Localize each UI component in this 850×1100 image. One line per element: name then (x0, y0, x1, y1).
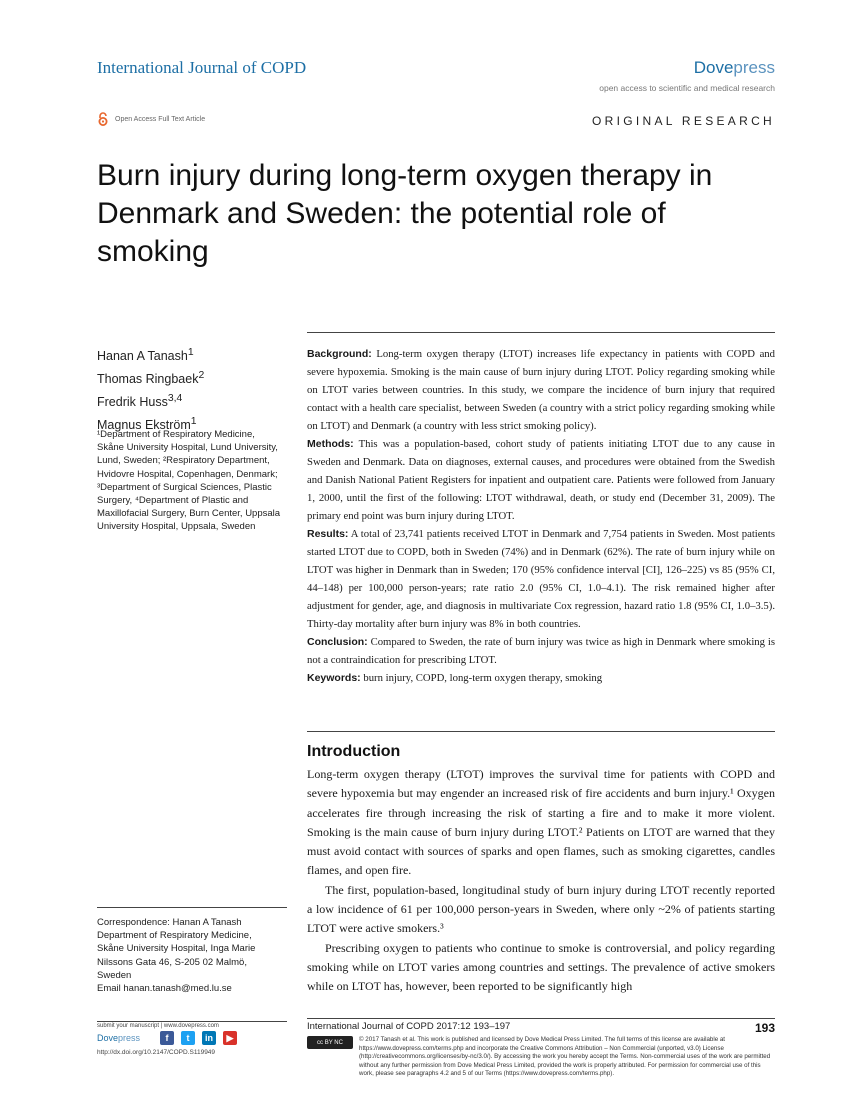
open-access-badge (97, 112, 205, 126)
article-title: Burn injury during long-term oxygen therapy in Denmark and Sweden: the potential role of smoking (97, 159, 713, 269)
section-heading: Introduction (307, 743, 401, 760)
publisher-logo-main: Dove (693, 58, 734, 77)
introduction-body (307, 765, 775, 997)
youtube-icon[interactable]: ▶ (223, 1031, 237, 1045)
correspondence-line: Skåne University Hospital, Inga Marie (97, 943, 256, 955)
publisher-logo[interactable] (694, 58, 775, 78)
abstract-label: Background: (307, 348, 372, 360)
author[interactable]: Magnus Ekström$^1$ (97, 416, 197, 433)
publisher-tagline: open access to scientific and medical research (599, 83, 775, 93)
abstract (307, 345, 775, 687)
divider (307, 1018, 775, 1019)
abstract-label: Methods: (307, 438, 354, 450)
abstract-keywords: Keywords: burn injury, COPD, long-term oxygen therapy, smoking (307, 672, 603, 684)
publisher-logo-press: press (733, 58, 775, 77)
abstract-label: Results: (307, 528, 349, 540)
correspondence-line: Sweden (97, 969, 132, 981)
paragraph: Long-term oxygen therapy (LTOT) improves the survival time for patients with COPD and severe hypoxemia but may engender an increased risk of fire accidents and burn injury.¹ Oxygen accelerates fire through increasing the risk of starting a fire and to make it more violent. Smoking is the main cause of burn injury during LTOT.² Patients on LTOT are warned that they must avoid contact with sources of sparks and open flames, such as smoking cigarettes, candles flames, and open fire. (307, 767, 775, 878)
correspondence-line: Department of Respiratory Medicine, (97, 930, 252, 942)
doi-link[interactable]: http://dx.doi.org/10.2147/COPD.S119949 (97, 1049, 216, 1056)
paragraph: The first, population-based, longitudinal study of burn injury during LTOT recently reported a low incidence of 61 per 100,000 person-years in Sweden, where only ~2% of patients starting LTOT were active smokers.³ (307, 882, 775, 936)
correspondence-email[interactable]: Email hanan.tanash@med.lu.se (97, 983, 232, 995)
footer-logo-press: press (118, 1033, 141, 1043)
abstract-label: Keywords: (307, 672, 361, 684)
affiliations: ¹Department of Respiratory Medicine, Skåne University Hospital, Lund University, Lund, Sweden; ²Respiratory Department, Hvidovre Hospital, Copenhagen, Denmark; ³Department of Surgical Sciences, Plastic Surgery, ⁴Department of Plastic and Maxillofacial Surgery, Burn Center, Uppsala University Hospital, Uppsala, Sweden (97, 429, 281, 533)
correspondence-line: Nilssons Gata 46, S-205 02 Malmö, (97, 956, 247, 968)
abstract-conclusion: Conclusion: Compared to Sweden, the rate of burn injury was twice as high in Denmark where smoking is not a contraindication for prescribing LTOT. (307, 636, 775, 666)
open-access-label: Open Access Full Text Article (115, 115, 206, 123)
author[interactable]: Fredrik Huss$^{3,4}$ (97, 393, 183, 410)
correspondence-label: Correspondence: Hanan A Tanash (97, 917, 242, 928)
divider (307, 731, 775, 732)
abstract-label: Conclusion: (307, 636, 368, 648)
abstract-methods: Methods: This was a population-based, cohort study of patients initiating LTOT due to any cause in Sweden and Denmark. Data on diagnoses, external causes, and procedures were obtained from the Swedish and Danish National Patient Registers for inpatient and outpatient care. Patients were followed from January 1, 2000, until the first of the following: LTOT withdrawal, death, or study end (December 31, 2009). The primary end point was burn injury during LTOT. (307, 438, 776, 522)
social-links (160, 1031, 237, 1045)
divider (97, 907, 287, 908)
abstract-background: Background: Long-term oxygen therapy (LTOT) increases life expectancy in patients with COPD and severe hypoxemia. Smoking is the main cause of burn injury during LTOT. Policy regarding smoking while on LTOT varies between countries. In this study, we compare the incidence of burn injury that required contact with a health care specialist, between Sweden (a country with a strict policy regarding smoking while on LTOT) and Denmark (a country with less strict smoking policy). (307, 348, 775, 432)
journal-title[interactable]: International Journal of COPD (97, 58, 307, 77)
facebook-icon[interactable]: f (160, 1031, 174, 1045)
article-type: ORIGINAL RESEARCH (591, 114, 775, 128)
divider (307, 332, 775, 333)
abstract-results: Results: A total of 23,741 patients received LTOT in Denmark and 7,754 patients in Sweden. Most patients started LTOT due to COPD, both in Sweden (74%) and in Denmark (62%). The rate of burn injury while on LTOT was higher in Denmark than in Sweden; 170 (95% confidence interval [CI], 126–225) vs 85 (95% CI, 44–148) per 100,000 person-years; rate ratio 2.0 (95% CI, 1.0–4.1). The risk remained higher after adjustment for gender, age, and diagnosis in multivariate Cox regression, hazard ratio 1.8 (95% CI, 1.0–3.5). Thirty-day mortality after burn injury was 8% in both countries. (307, 528, 775, 630)
citation: International Journal of COPD 2017:12 193–197 (307, 1021, 511, 1032)
open-access-lock-icon (97, 112, 109, 126)
license (307, 1036, 775, 1079)
page-number: 193 (754, 1021, 775, 1035)
author-list (97, 343, 287, 436)
footer-logo-main: Dove (97, 1033, 119, 1043)
footer-logo[interactable] (97, 1033, 140, 1043)
correspondence (97, 916, 282, 995)
author[interactable]: Hanan A Tanash$^1$ (97, 347, 194, 364)
divider (97, 1021, 287, 1022)
linkedin-icon[interactable]: in (202, 1031, 216, 1045)
license-text: © 2017 Tanash et al. This work is published and licensed by Dove Medical Press Limited. The full terms of this license are available at https://www.dovepress.com/terms.php and incorporate the Creative Commons Attribution – Non Commercial (unported, v3.0) License (http://creativecommons.org/licenses/by-nc/3.0/). By accessing the work you hereby accept the Terms. Non-commercial uses of the work are permitted without any further permission from Dove Medical Press Limited, provided the work is properly attributed. For permission for commercial use of this work, please see paragraphs 4.2 and 5 of our Terms (https://www.dovepress.com/terms.php). (359, 1036, 771, 1077)
paragraph: Prescribing oxygen to patients who continue to smoke is controversial, and policy regarding smoking while on LTOT varies among countries and settings. The prevalence of active smokers while on LTOT has, however, been reported to be significantly high (307, 940, 775, 994)
author[interactable]: Thomas Ringbaek$^2$ (97, 370, 205, 387)
submit-manuscript-link[interactable]: submit your manuscript | www.dovepress.com (97, 1023, 219, 1029)
twitter-icon[interactable]: t (181, 1031, 195, 1045)
creative-commons-badge[interactable]: cc BY NC (307, 1036, 353, 1049)
